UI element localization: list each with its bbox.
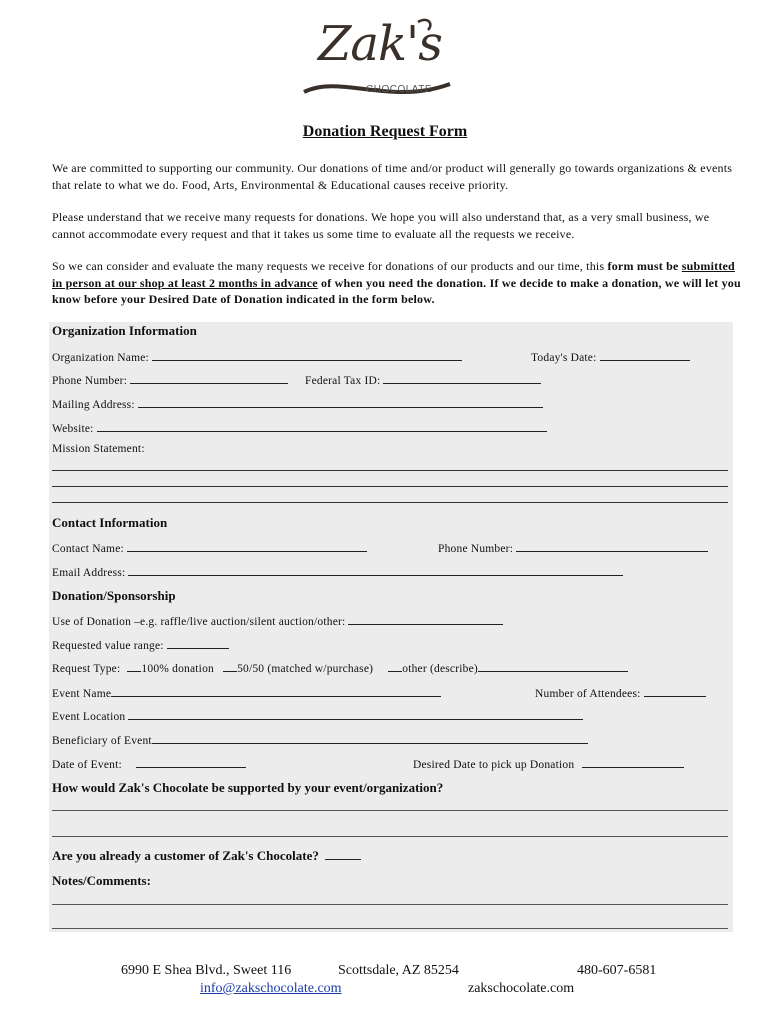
value-range-label: Requested value range: xyxy=(52,640,164,652)
intro-paragraph-1: We are committed to supporting our community. Our donations of time and/or product will generally go towards organizations & events that relate to what we do. Food, Arts, Environmental & Educational causes receive priority. xyxy=(52,161,733,192)
event-name-field[interactable] xyxy=(52,685,441,700)
attendees-field[interactable] xyxy=(535,685,706,700)
email-link[interactable]: info@zakschocolate.com xyxy=(200,981,342,996)
request-type-label: Request Type: xyxy=(52,663,121,675)
footer-city: Scottsdale, AZ 85254 xyxy=(338,963,459,978)
tax-id-label: Federal Tax ID: xyxy=(305,375,381,387)
contact-phone-label: Phone Number: xyxy=(438,543,514,555)
event-location-field[interactable] xyxy=(52,708,583,723)
mission-line-2[interactable] xyxy=(52,486,728,487)
mailing-address-field[interactable] xyxy=(52,396,543,411)
notes-line-1[interactable] xyxy=(52,904,728,905)
intro-paragraph-3 xyxy=(52,258,742,308)
date-event-label: Date of Event: xyxy=(52,759,122,771)
event-location-label: Event Location xyxy=(52,711,126,723)
customer-question[interactable] xyxy=(52,848,361,864)
website-field[interactable] xyxy=(52,420,547,435)
contact-phone-field[interactable] xyxy=(438,540,708,555)
tax-id-field[interactable] xyxy=(305,372,541,387)
pickup-date-field[interactable] xyxy=(413,756,684,771)
p3-underlined: submitted in person at our shop at least 2 months in advance xyxy=(52,259,735,290)
mission-label: Mission Statement: xyxy=(52,443,145,455)
section-donation: Donation/Sponsorship xyxy=(52,588,176,603)
section-organization: Organization Information xyxy=(52,323,197,338)
email-label: Email Address: xyxy=(52,567,126,579)
todays-date-field[interactable] xyxy=(531,349,690,364)
option-other[interactable]: other (describe) xyxy=(402,663,478,675)
attendees-label: Number of Attendees: xyxy=(535,688,641,700)
support-question: How would Zak's Chocolate be supported by your event/organization? xyxy=(52,780,444,795)
option-50-50[interactable]: 50/50 (matched w/purchase) xyxy=(237,663,374,675)
notes-label: Notes/Comments: xyxy=(52,873,151,888)
support-answer-line-1[interactable] xyxy=(52,810,728,811)
footer-address: 6990 E Shea Blvd., Sweet 116 xyxy=(121,963,292,978)
request-type-field[interactable] xyxy=(52,660,628,675)
footer-email-link[interactable] xyxy=(200,981,342,997)
phone-field[interactable] xyxy=(52,372,288,387)
email-field[interactable] xyxy=(52,564,623,579)
beneficiary-field[interactable] xyxy=(52,732,588,747)
page-title: Donation Request Form xyxy=(302,123,468,140)
support-answer-line-2[interactable] xyxy=(52,836,728,837)
notes-line-2[interactable] xyxy=(52,928,728,929)
mission-line-1[interactable] xyxy=(52,470,728,471)
footer-website: zakschocolate.com xyxy=(468,981,575,996)
contact-name-field[interactable] xyxy=(52,540,367,555)
logo-subtitle: CHOCOLATE xyxy=(366,84,432,95)
mailing-label: Mailing Address: xyxy=(52,399,135,411)
org-name-field[interactable] xyxy=(52,349,462,364)
value-range-field[interactable] xyxy=(52,637,229,652)
p3-text: So we can consider and evaluate the many requests we receive for donations of our products and our time, this xyxy=(52,259,608,273)
intro-paragraph-2: Please understand that we receive many requests for donations. We hope you will also understand that, as a very small business, we cannot accommodate every request and that it takes us some time to evaluate all the requests we receive. xyxy=(52,210,710,241)
logo-wordmark: Zak's xyxy=(318,16,442,72)
customer-question-label: Are you already a customer of Zak's Chocolate? xyxy=(52,848,319,863)
p3-bold-2: of when you need the donation. If we decide to make a donation, we will let you know before your Desired Date of Donation indicated in the form below. xyxy=(52,275,741,306)
date-of-event-field[interactable] xyxy=(52,756,246,771)
use-label: Use of Donation –e.g. raffle/live auction/silent auction/other: xyxy=(52,616,346,628)
beneficiary-label: Beneficiary of Event xyxy=(52,735,152,747)
section-contact: Contact Information xyxy=(52,515,168,530)
pickup-label: Desired Date to pick up Donation xyxy=(413,759,575,771)
org-name-label: Organization Name: xyxy=(52,352,149,364)
use-of-donation-field[interactable] xyxy=(52,613,503,628)
phone-label: Phone Number: xyxy=(52,375,128,387)
contact-name-label: Contact Name: xyxy=(52,543,124,555)
zaks-chocolate-logo xyxy=(300,14,460,104)
todays-date-label: Today's Date: xyxy=(531,352,597,364)
event-name-label: Event Name xyxy=(52,688,112,700)
website-label: Website: xyxy=(52,423,94,435)
mission-line-3[interactable] xyxy=(52,502,728,503)
option-100-donation[interactable]: 100% donation xyxy=(141,663,214,675)
footer-phone: 480-607-6581 xyxy=(577,963,657,978)
p3-bold-1: form must be xyxy=(607,259,682,273)
